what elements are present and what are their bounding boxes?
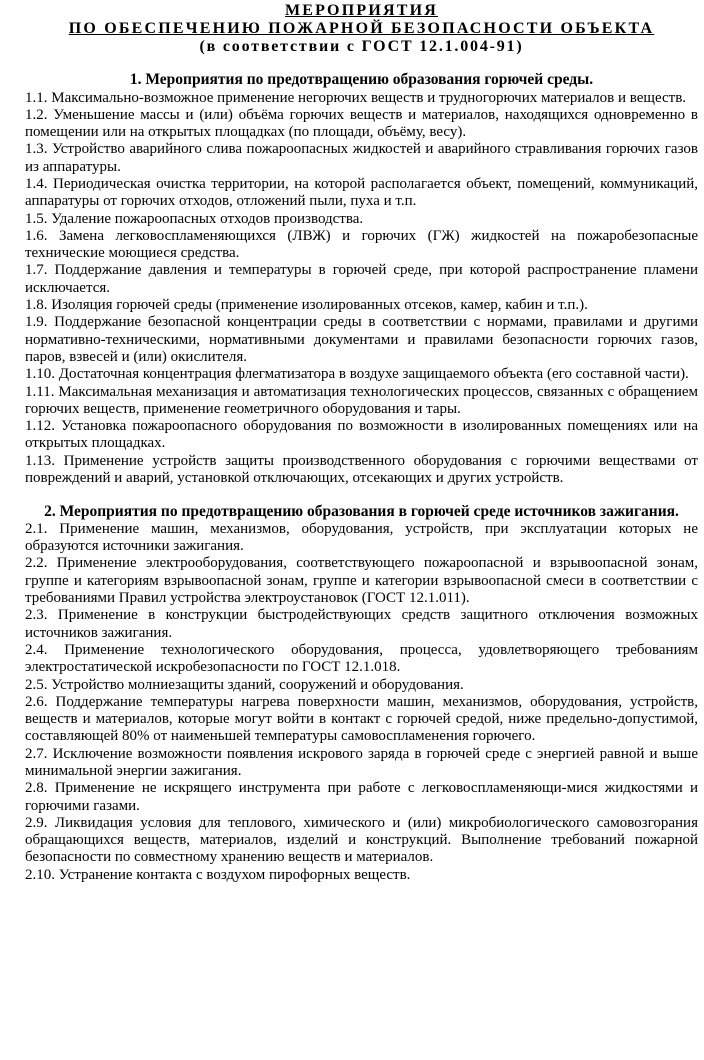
section-2 xyxy=(25,503,698,884)
section-2-item: 2.6. Поддержание температуры нагрева поверхности машин, механизмов, оборудования, устройств, веществ и материалов, которые могут войти в контакт с горючей средой, ниже предельно-допустимой, составляющей 80% от наименьшей температуры самовоспламенения горючего. xyxy=(25,693,698,745)
section-1-item: 1.13. Применение устройств защиты производственного оборудования с горючими веществами от повреждений и аварий, установкой отключающих, отсекающих и других устройств. xyxy=(25,452,698,487)
section-2-item: 2.3. Применение в конструкции быстродействующих средств защитного отключения возможных источников зажигания. xyxy=(25,607,698,641)
section-2-item: 2.2. Применение электрооборудования, соответствующего пожароопасной и взрывоопасной зонам, группе и категориям взрывоопасной зонам, группе и категории взрывоопасной смеси в соответствии с требованиями Правил устройства электроустановок (ГОСТ 12.1.011). xyxy=(25,555,698,607)
section-1-heading: 1. Мероприятия по предотвращению образования горючей среды. xyxy=(129,71,594,88)
document-subtitle: ПО ОБЕСПЕЧЕНИЮ ПОЖАРНОЙ БЕЗОПАСНОСТИ ОБЪЕКТА xyxy=(68,20,655,37)
section-2-item: 2.7. Исключение возможности появления искрового заряда в горючей среде с энергией равной и выше минимальной энергии зажигания. xyxy=(25,745,698,779)
section-1 xyxy=(25,71,698,487)
section-2-item: 2.9. Ликвидация условия для теплового, химического и (или) микробиологического самовозгорания обращающихся веществ, материалов, изделий и конструкций. Выполнение требований пожарной безопасности по совместному хранению веществ и материалов. xyxy=(25,814,698,866)
document-title: МЕРОПРИЯТИЯ xyxy=(285,2,438,19)
section-2-item: 2.8. Применение не искрящего инструмента при работе с легковоспламеняющи-мися жидкостями и горючими газами. xyxy=(25,780,698,814)
section-1-item: 1.4. Периодическая очистка территории, на которой располагается объект, помещений, коммуникаций, аппаратуры от горючих отходов, отложений пыли, пуха и т.п. xyxy=(25,175,698,210)
section-1-item: 1.7. Поддержание давления и температуры в горючей среде, при которой распространение пламени исключается. xyxy=(25,262,698,296)
section-1-item: 1.10. Достаточная концентрация флегматизатора в воздухе защищаемого объекта (его составной части). xyxy=(25,366,689,383)
section-1-item: 1.9. Поддержание безопасной концентрации среды в соответствии с нормами, правилами и другими нормативно-техническими, нормативными документами и правилами безопасности горючих газов, паров, взвесей и (или) окислителя. xyxy=(25,314,698,365)
section-1-item: 1.5. Удаление пожароопасных отходов производства. xyxy=(25,210,364,227)
section-2-heading: 2. Мероприятия по предотвращению образования в горючей среде источников зажигания. xyxy=(44,503,679,521)
section-2-item: 2.4. Применение технологического оборудования, процесса, удовлетворяющего требованиям электростатической искробезопасности по ГОСТ 12.1.018. xyxy=(25,641,698,676)
section-2-item: 2.10. Устранение контакта с воздухом пирофорных веществ. xyxy=(25,866,411,883)
section-1-item: 1.12. Установка пожароопасного оборудования по возможности в изолированных помещениях или на открытых площадках. xyxy=(25,418,698,452)
section-1-item: 1.6. Замена легковоспламеняющихся (ЛВЖ) и горючих (ГЖ) жидкостей на пожаробезопасные технические моющиеся средства. xyxy=(25,227,698,262)
section-1-item: 1.11. Максимальная механизация и автоматизация технологических процессов, связанных с обращением горючих веществ, применение геометричного оборудования и тары. xyxy=(25,383,698,417)
section-1-item: 1.8. Изоляция горючей среды (применение изолированных отсеков, камер, кабин и т.п.). xyxy=(25,297,588,314)
document-page xyxy=(0,2,704,884)
section-2-item: 2.1. Применение машин, механизмов, оборудования, устройств, при эксплуатации которых не образуются источники зажигания. xyxy=(25,520,698,555)
section-1-item: 1.2. Уменьшение массы и (или) объёма горючих веществ и материалов, находящихся одновременно в помещении или на открытых площадках (по площади, объёму, весу). xyxy=(25,106,698,141)
section-1-item: 1.3. Устройство аварийного слива пожароопасных жидкостей и аварийного стравливания горючих газов из аппаратуры. xyxy=(25,141,698,175)
document-standard-reference: (в соответствии с ГОСТ 12.1.004-91) xyxy=(199,38,524,55)
section-1-item: 1.1. Максимально-возможное применение негорючих веществ и трудногорючих материалов и веществ. xyxy=(25,89,687,106)
section-2-item: 2.5. Устройство молниезащиты зданий, сооружений и оборудования. xyxy=(25,676,464,693)
